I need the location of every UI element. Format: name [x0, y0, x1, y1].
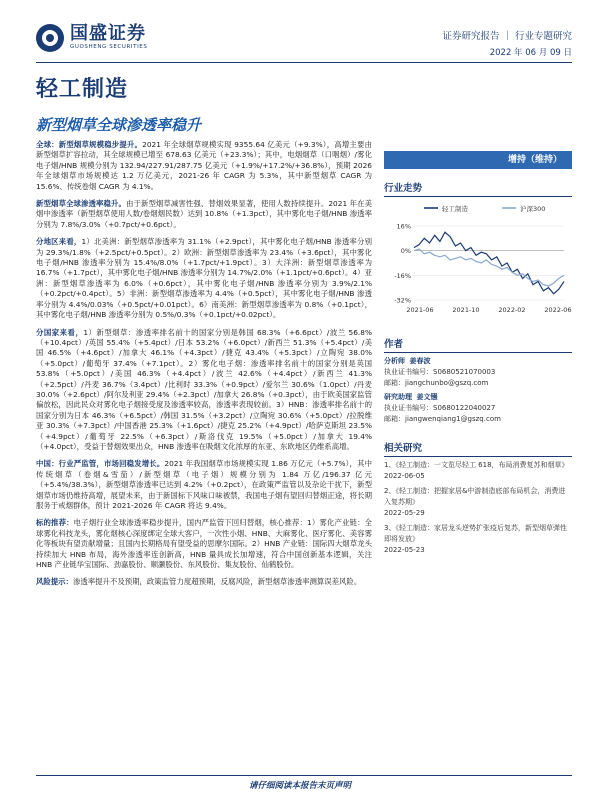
paragraph-text: 由于新型烟草减害性强、替烟效果显著，使用人数持续提升。2021 年在美烟中渗透率（新型烟草使用人数/卷烟烟民数）达到 10.8%（+1.3pct），其中雾化电子烟/HNB 渗透率分别为 7.8%/3.0%（+0.7pct/+0.6pct）。 — [36, 199, 372, 229]
assistant-cert: 执业证书编号：S0680122040027 — [384, 404, 496, 412]
y-tick-label: -16% — [394, 271, 411, 280]
y-tick-label: 16% — [396, 222, 411, 231]
paragraph-lead: 全球：新型烟草规模稳步提升。 — [36, 140, 143, 149]
paragraph-text: 2021 年我国烟草市场规模实现 1.86 万亿元（+5.7%），其中传统烟草（卷烟&雪茄）/新型烟草（电子烟）规模分别为 1.84 万亿/196.37 亿元（+5.4%/38.3%），新型烟草渗透率已达到 4.2%（+0.2pct），在政策严监管以及杂论干扰下，新型烟草市场仍维持高增，展望未来，由于新国标下风味口味被禁，我国电子烟有望回归替烟正途，将长期服务于戒烟群体，预计 2021-2026 年 CAGR 将达 9.4%。 — [36, 459, 372, 510]
report-type: 证券研究报告 ｜ 行业专题研究 — [442, 31, 572, 42]
logo-name: 国盛证券 — [70, 23, 146, 45]
paragraph — [36, 237, 372, 320]
x-tick-label: 2021-10 — [452, 306, 480, 314]
assistant-name: 姜文镪 — [416, 393, 438, 401]
company-logo — [36, 24, 147, 52]
paragraph — [36, 518, 372, 570]
analyst-name: 姜春波 — [409, 357, 431, 365]
paragraph — [36, 328, 372, 453]
legend-label: 沪深300 — [520, 205, 546, 213]
related-item[interactable]: 1、《轻工制造：一文览尽轻工 618，布局消费复苏和烟草》 2022-06-05 — [384, 461, 569, 480]
related-item[interactable]: 2、《轻工制造：把握家居&中游制造底部布局机会，消费进入复苏期》 2022-05-29 — [384, 487, 566, 517]
paragraph-lead: 风险提示： — [36, 577, 73, 587]
logo-icon — [36, 24, 64, 52]
analyst-email[interactable]: 邮箱：jiangchunbo@gszq.com — [384, 379, 489, 387]
x-tick-label: 2021-06 — [406, 306, 434, 314]
paragraph-lead: 新型烟草全球渗透率稳升。 — [36, 199, 126, 209]
y-tick-label: 0% — [400, 247, 411, 256]
paragraph-text: 电子烟行业全球渗透率稳步提升，国内严监管下回归替烟，核心推荐：1）雾化产业链：全球雾化科技龙头，雾化烟核心深度绑定全球大客户，一次性小烟、HNB、大麻雾化、医疗雾化、美容雾化等板块有望贡献增量；且国内长期格局有望受益的思摩尔国际。2）HNB 产业链：国际四大烟草龙头持续加大 HNB 布局，海外渗透率连创新高，HNB 量具成长加增速，符合中国创新基本逻辑，关注 HNB 产业链华宝国际、劲嘉股份、顺灏股份、东风股份、集友股份、仙鹤股份。 — [36, 518, 372, 570]
footer-divider — [36, 775, 572, 776]
paragraph-text: 2021 年全球烟草规模实现 9355.64 亿美元（+9.3%），高增主要由新型烟草扩容拉动，其全球规模已增至 678.63 亿美元（+23.3%）；其中，电烟烟草（口咽烟）/雾化电子烟/HNB 规模分别为 132.94/227.91/287.75 亿美元（+1.9%/+17.2%/+36.8%），预期 2026 年全球烟草市场规模达 1.2 万亿美元，2021-26 年 CAGR 为 5.3%，其中新型烟草 CAGR 为 15.6%、传统卷烟 CAGR 为 4.1%。 — [36, 140, 372, 191]
paragraph — [36, 459, 372, 511]
assistant-email[interactable]: 邮箱：jiangwenqiang1@gszq.com — [384, 415, 501, 423]
footer-note: 请仔细阅读本报告末页声明 — [248, 781, 351, 791]
y-tick-label: -32% — [394, 296, 411, 305]
rating-badge: 增持（维持） — [384, 151, 572, 169]
analyst-role: 分析师 — [384, 357, 405, 365]
paragraph — [36, 577, 372, 587]
main-column — [36, 140, 372, 588]
report-date: 2022 年 06 月 09 日 — [489, 48, 572, 58]
authors-block — [384, 356, 572, 425]
paragraph-text: 1）北美洲：新型烟草渗透率为 31.1%（+2.9pct），其中雾化电子烟/HNB 渗透率分别为 29.3%/1.8%（+2.5pct/+0.5pct）。2）欧洲：新型烟草渗透率为 23.4%（+3.6pct），其中雾化电子烟/HNB 渗透率分别为 15.4%/8.0%（+1.7pct/+1.9pct）。3）大洋洲：新型烟草渗透率为 16.7%（+1.7pct），其中雾化电子烟/HNB 渗透率分别为 14.7%/2.0%（+1.1pct/+0.6pct）。4）亚洲：新型烟草渗透率为 6.0%（+0.6pct），其中雾化电子烟/HNB 渗透率分别为 3.9%/2.1%（+0.2pct/+0.4pct）。5）非洲：新型烟草渗透率为 4.4%（+0.5pct），其中雾化电子烟/HNB 渗透率分别为 4.4%/0.03%（+0.5pct/+0.01pct）。6）南美洲：新型烟草渗透率为 0.8%（+0.1pct），其中雾化电子烟/HNB 渗透率分别为 0.5%/0.3%（+0.1pct/+0.02pct）。 — [36, 237, 372, 320]
paragraph-text: 渗透率提升不及预期，政策监管力度超预期，反腐风险，新型烟草渗透率测算误差风险。 — [72, 577, 362, 587]
paragraph-text: 1）新型烟草：渗透率排名前十的国家分别是韩国 68.3%（+6.6pct）/波兰 56.8%（+10.4pct）/英国 55.4%（+5.4pct）/日本 53.2%（+6.0pct）/新西兰 51.3%（+5.4pct）/美国 46.5%（+4.6pct）/加拿大 46.1%（+4.3pct）/捷克 43.4%（+5.3pct）/立陶宛 38.0%（+5.0pct）/葡萄牙 37.4%（+7.1pct）。2）雾化电子烟：渗透率排名前十的国家分别是英国 53.8%（+5.0pct）/美国 46.3%（+4.4pct）/波兰 42.6%（+4.4pct）/新西兰 41.3%（+2.5pct）/丹麦 36.7%（3.4pct）/比利时 33.3%（+0.9pct）/爱尔兰 30.6%（1.0pct）/丹麦 30.0%（+2.6pct）/阿尔及利亚 29.4%（+2.3pct）/加拿大 26.8%（+0.3pct），由于欧美国家监管偏放松，因此民众对雾化电子烟接受度及渗透率较高，渗透率表现较前。3）HNB：渗透率排名前十的国家分别为日本 46.3%（+6.5pct）/韩国 31.5%（+3.2pct）/立陶宛 30.6%（+5.0pct）/拉脱维亚 30.3%（+7.3pct）/中国香港 25.3%（+1.6pct）/捷克 25.2%（+4.9pct）/哈萨克斯坦 23.5%（+4.9pct）/葡萄牙 22.5%（+6.3pct）/斯洛伐克 19.5%（+5.0pct）/加拿大 19.4%（+4.0pct），受益于替烟效果出众，HNB 渗透率在吸烟文化浓厚的东亚、东欧地区仍维系高增。 — [36, 327, 372, 451]
legend-label: 轻工制造 — [442, 205, 468, 213]
trend-chart — [384, 200, 572, 318]
report-title: 新型烟草全球渗透率稳升 — [36, 116, 202, 134]
industry-title: 轻工制造 — [36, 77, 129, 102]
related-list — [384, 460, 572, 556]
paragraph — [36, 140, 372, 192]
logo-english: GUOSHENG SECURITIES — [70, 44, 148, 51]
assistant-role: 研究助理 — [384, 393, 412, 401]
paragraph — [36, 199, 372, 230]
series-line-1 — [414, 249, 564, 286]
x-tick-label: 2022-02 — [498, 306, 526, 314]
paragraph-lead: 分地区来看， — [36, 237, 82, 247]
header-divider — [36, 62, 572, 63]
paragraph-lead: 分国家来看， — [36, 327, 84, 337]
related-heading: 相关研究 — [384, 440, 572, 457]
paragraph-lead: 标的推荐： — [36, 518, 74, 528]
paragraph-lead: 中国：行业严监管，市场回稳发增长。 — [36, 459, 165, 469]
related-item[interactable]: 3、《轻工制造：家居龙头逆势扩张疫后复苏，新型烟草弹性即将发放》 2022-05-23 — [384, 524, 567, 554]
x-tick-label: 2022-06 — [544, 306, 572, 314]
trend-heading: 行业走势 — [384, 180, 572, 197]
analyst-cert: 执业证书编号：S0680521070003 — [384, 368, 496, 376]
authors-heading: 作者 — [384, 336, 572, 353]
